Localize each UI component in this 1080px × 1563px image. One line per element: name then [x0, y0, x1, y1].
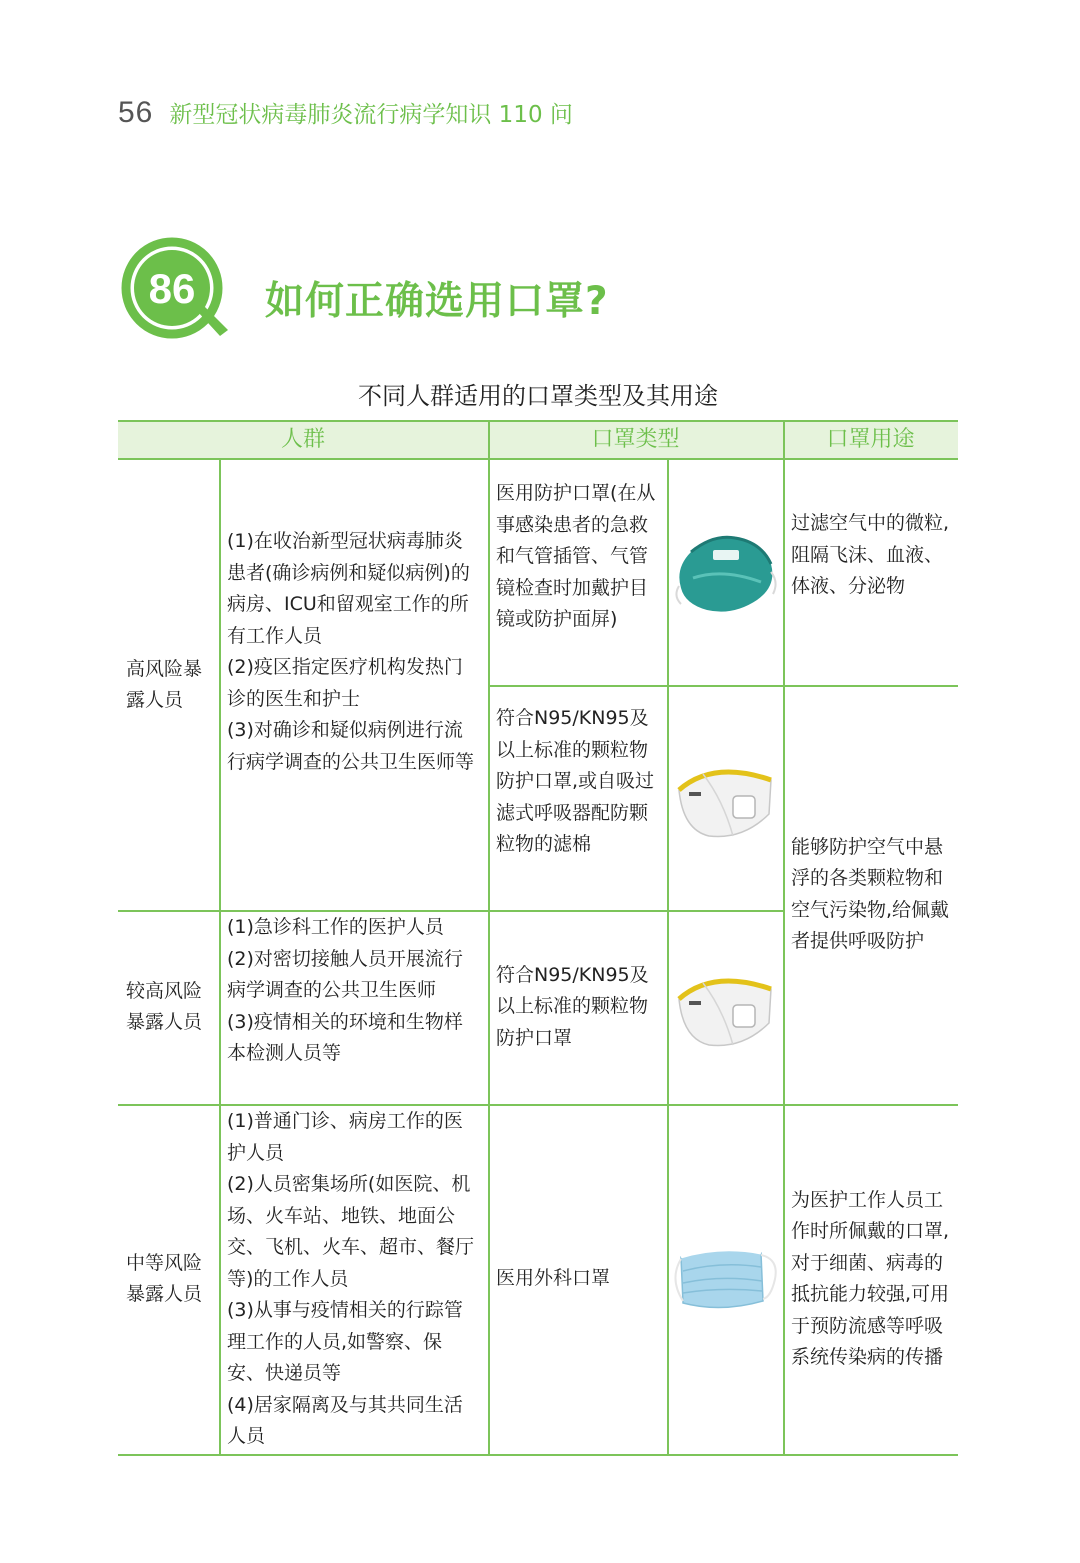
- mask-type-medical-protective: 医用防护口罩(在从事感染患者的急救和气管插管、气管镜检查时加戴护目镜或防护面屏): [496, 482, 656, 630]
- page-header: [118, 96, 573, 130]
- list-item: (3)对确诊和疑似病例进行流行病学调查的公共卫生医师等: [227, 719, 475, 773]
- mask-type-particulate: 符合N95/KN95及以上标准的颗粒物防护口罩,或自吸过滤式呼吸器配防颗粒物的滤棉: [496, 707, 655, 855]
- people-high-risk: [219, 460, 488, 910]
- use-particulate: 能够防护空气中悬浮的各类颗粒物和空气污染物,给佩戴者提供呼吸防护: [791, 835, 950, 952]
- people-higher-risk: [219, 910, 488, 1104]
- use-medical-protective: 过滤空气中的微粒,阻隔飞沫、血液、体液、分泌物: [791, 512, 950, 597]
- mask-type-particulate-2: 符合N95/KN95及以上标准的颗粒物防护口罩: [496, 963, 649, 1049]
- list-item: (4)居家隔离及与其共同生活人员: [227, 1393, 463, 1447]
- white-valve-respirator-icon: [673, 959, 777, 1055]
- list-item: (1)在收治新型冠状病毒肺炎患者(确诊病例和疑似病例)的病房、ICU和留观室工作的所有工作人员: [227, 530, 470, 647]
- use-surgical: 为医护工作人员工作时所佩戴的口罩,对于细菌、病毒的抵抗能力较强,可用于预防流感等呼吸系统传染病的传播: [791, 1188, 950, 1368]
- mask-image-cell: [667, 1104, 783, 1454]
- question-title: 如何正确选用口罩?: [265, 279, 609, 324]
- list-item: (2)人员密集场所(如医院、机场、火车站、地铁、地面公交、飞机、火车、超市、餐厅等)的工作人员: [227, 1173, 475, 1290]
- group-higher-risk: 较高风险暴露人员: [126, 979, 203, 1033]
- list-item: (3)从事与疫情相关的行踪管理工作的人员,如警察、保安、快递员等: [227, 1299, 463, 1384]
- surgical-mask-icon: [671, 1239, 779, 1319]
- mask-image-cell: [667, 685, 783, 910]
- list-item: (3)疫情相关的环境和生物样本检测人员等: [227, 1010, 463, 1064]
- mask-image-cell: [667, 910, 783, 1104]
- header-mask-use: 口罩用途: [826, 427, 915, 452]
- book-title: 新型冠状病毒肺炎流行病学知识 110 问: [169, 102, 573, 128]
- header-people: 人群: [280, 427, 325, 452]
- group-medium-risk: 中等风险暴露人员: [126, 1251, 203, 1305]
- page-number: 56: [118, 96, 154, 129]
- header-mask-type: 口罩类型: [591, 427, 680, 452]
- table-header-row: [118, 420, 958, 460]
- list-item: (1)普通门诊、病房工作的医护人员: [227, 1110, 463, 1164]
- mask-type-surgical: 医用外科口罩: [496, 1267, 611, 1290]
- table-caption: 不同人群适用的口罩类型及其用途: [358, 382, 718, 410]
- question-number-badge-icon: [120, 236, 240, 346]
- n95-teal-mask-icon: [673, 528, 777, 618]
- list-item: (2)疫区指定医疗机构发热门诊的医生和护士: [227, 656, 463, 710]
- mask-table: [118, 420, 958, 1456]
- white-valve-respirator-icon: [673, 750, 777, 846]
- list-item: (2)对密切接触人员开展流行病学调查的公共卫生医师: [227, 947, 463, 1001]
- group-high-risk: 高风险暴露人员: [126, 657, 203, 711]
- question-number: 86: [148, 265, 196, 312]
- people-medium-risk: [219, 1104, 488, 1454]
- list-item: (1)急诊科工作的医护人员: [227, 916, 444, 938]
- mask-image-cell: [667, 460, 783, 685]
